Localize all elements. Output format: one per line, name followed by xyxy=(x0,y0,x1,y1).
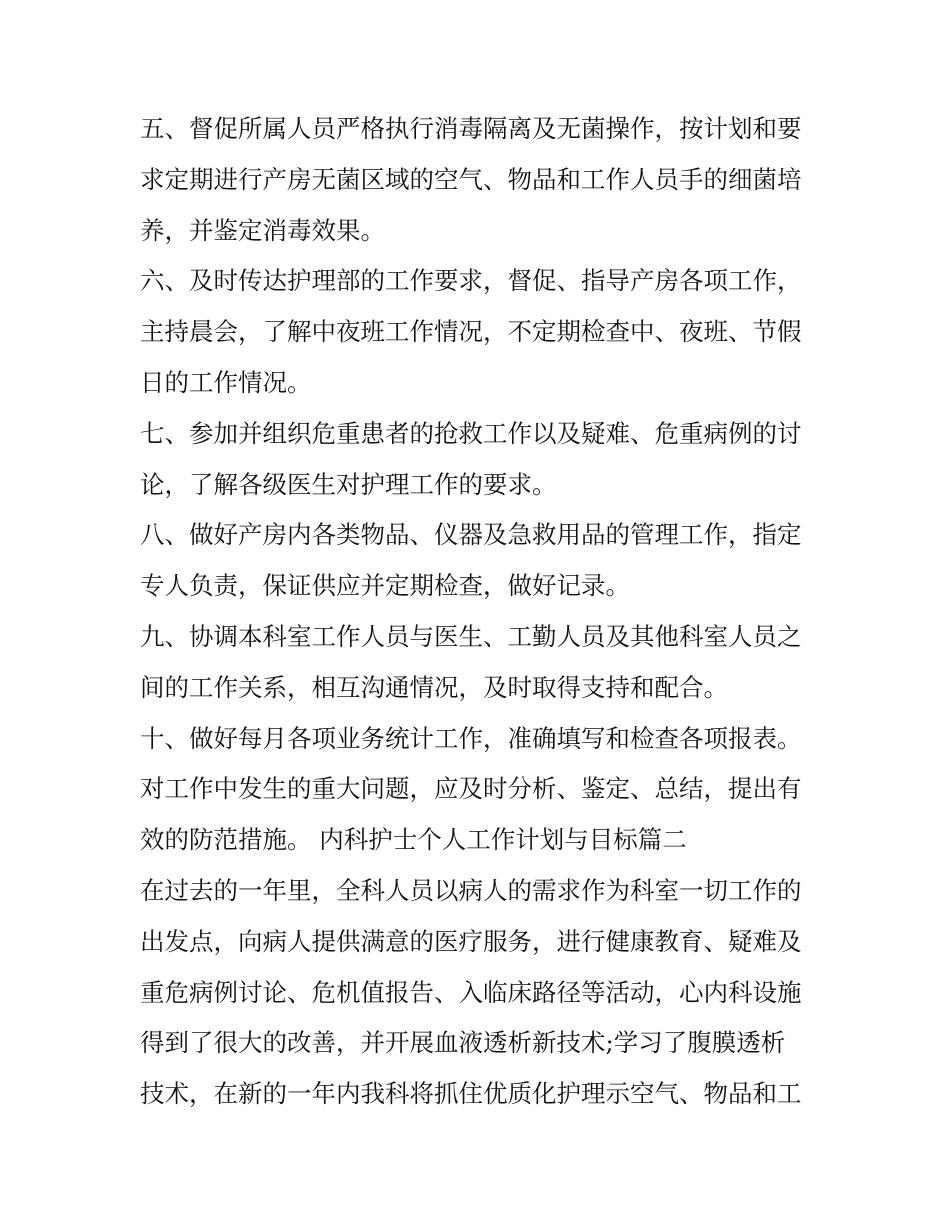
text-line: 十、做好每月各项业务统计工作，准确填写和检查各项报表。 xyxy=(140,723,802,753)
text-line: 主持晨会，了解中夜班工作情况，不定期检查中、夜班、节假 xyxy=(140,317,802,347)
text-line: 重危病例讨论、危机值报告、入临床路径等活动，心内科设施 xyxy=(140,977,802,1007)
text-line: 日的工作情况。 xyxy=(140,367,312,397)
text-line: 专人负责，保证供应并定期检查，做好记录。 xyxy=(140,571,630,601)
text-line: 效的防范措施。 内科护士个人工作计划与目标篇二 xyxy=(140,825,687,855)
document-body xyxy=(140,104,820,1120)
text-line: 五、督促所属人员严格执行消毒隔离及无菌操作，按计划和要 xyxy=(140,114,802,143)
text-line: 七、参加并组织危重患者的抢救工作以及疑难、危重病例的讨 xyxy=(140,418,802,448)
text-line: 出发点，向病人提供满意的医疗服务，进行健康教育、疑难及 xyxy=(140,926,802,956)
text-line: 在过去的一年里，全科人员以病人的需求作为科室一切工作的 xyxy=(140,875,802,905)
text-line: 得到了很大的改善，并开展血液透析新技术;学习了腹膜透析 xyxy=(140,1028,786,1058)
text-line: 技术，在新的一年内我科将抓住优质化护理示空气、物品和工 xyxy=(140,1079,802,1109)
text-line: 六、及时传达护理部的工作要求，督促、指导产房各项工作， xyxy=(140,266,802,296)
text-line: 论，了解各级医生对护理工作的要求。 xyxy=(140,469,557,499)
text-line: 间的工作关系，相互沟通情况，及时取得支持和配合。 xyxy=(140,672,728,702)
text-line: 养，并鉴定消毒效果。 xyxy=(140,215,385,245)
text-line: 九、协调本科室工作人员与医生、工勤人员及其他科室人员之 xyxy=(140,621,802,651)
text-line: 八、做好产房内各类物品、仪器及急救用品的管理工作，指定 xyxy=(140,520,802,550)
text-line: 求定期进行产房无菌区域的空气、物品和工作人员手的细菌培 xyxy=(140,164,802,194)
text-line: 对工作中发生的重大问题，应及时分析、鉴定、总结，提出有 xyxy=(140,774,802,804)
